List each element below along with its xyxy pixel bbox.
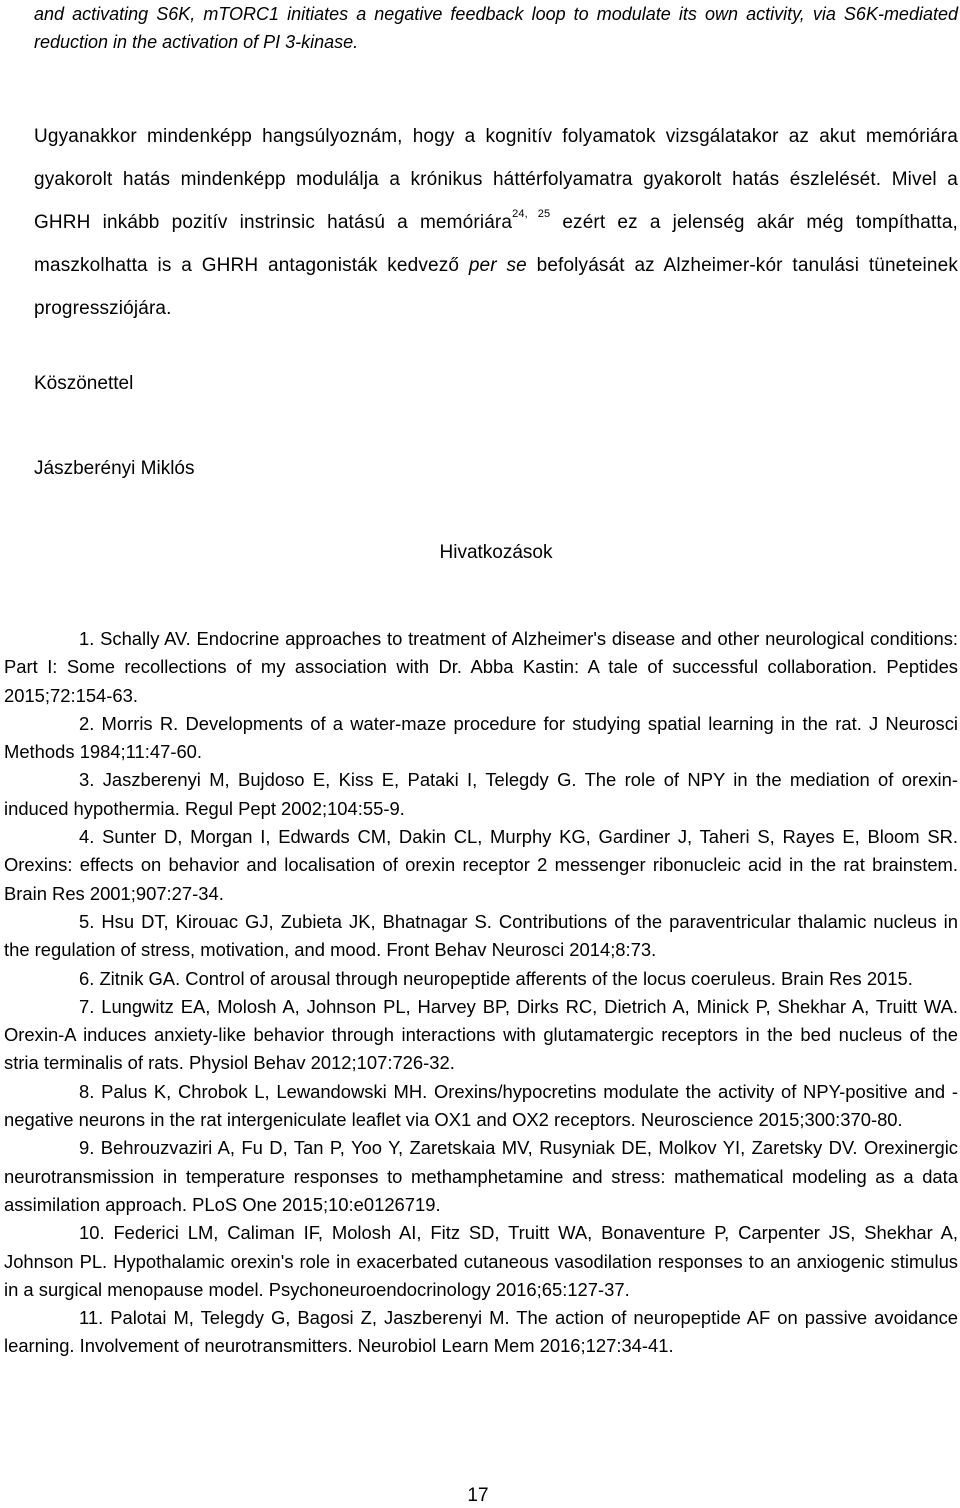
references-list: [4, 625, 958, 1361]
paragraph-text-part-2: ezért ez a jelenség akár még tompíthatta, maszkolhatta is a GHRH antagonisták kedvező: [34, 212, 958, 276]
reference-item: 5. Hsu DT, Kirouac GJ, Zubieta JK, Bhatnagar S. Contributions of the paraventricular thalamic nucleus in the regulation of stress, motivation, and mood. Front Behav Neurosci 2014;8:73.: [4, 910, 958, 961]
italic-continuation-text: and activating S6K, mTORC1 initiates a negative feedback loop to modulate its own activity, via S6K-mediated reduction in the activation of PI 3-kinase.: [34, 4, 958, 52]
reference-item: 7. Lungwitz EA, Molosh A, Johnson PL, Harvey BP, Dirks RC, Dietrich A, Minick P, Shekhar A, Truitt WA. Orexin-A induces anxiety-like behavior through interactions with glutamatergic receptors in the bed nucleus of the stria terminalis of rats. Physiol Behav 2012;107:726-32.: [4, 995, 958, 1074]
body-paragraph: [34, 115, 958, 330]
signature-name: Jászberényi Miklós: [34, 458, 195, 479]
paragraph-text-part-3: befolyását az Alzheimer-kór tanulási tüneteinek progressziójára.: [34, 255, 958, 319]
closing-text: Köszönettel: [34, 373, 134, 394]
reference-item: 11. Palotai M, Telegdy G, Bagosi Z, Jaszberenyi M. The action of neuropeptide AF on passive avoidance learning. Involvement of neurotransmitters. Neurobiol Learn Mem 2016;127:34-41.: [4, 1307, 958, 1357]
paragraph-text-part-1: Ugyanakkor mindenképp hangsúlyoznám, hogy a kognitív folyamatok vizsgálatakor az akut memóriára gyakorolt hatás mindenképp modulálja a krónikus háttérfolyamatra gyakorolt hatás észlelését. Mivel a GHRH inkább pozitív instrinsic hatású a memóriára: [34, 126, 958, 233]
reference-item: 1. Schally AV. Endocrine approaches to treatment of Alzheimer's disease and other neurological conditions: Part I: Some recollections of my association with Dr. Abba Kastin: A tale of successful collaboration. Peptides 2015;72:154-63.: [4, 628, 958, 706]
reference-item: 4. Sunter D, Morgan I, Edwards CM, Dakin CL, Murphy KG, Gardiner J, Taheri S, Rayes E, Bloom SR. Orexins: effects on behavior and localisation of orexin receptor 2 messenger ribonucleic acid in the rat brainstem. Brain Res 2001;907:27-34.: [4, 826, 958, 904]
reference-item: 3. Jaszberenyi M, Bujdoso E, Kiss E, Pataki I, Telegdy G. The role of NPY in the mediation of orexin-induced hypothermia. Regul Pept 2002;104:55-9.: [4, 769, 958, 819]
reference-item: 8. Palus K, Chrobok L, Lewandowski MH. Orexins/hypocretins modulate the activity of NPY-positive and -negative neurons in the rat intergeniculate leaflet via OX1 and OX2 receptors. Neuroscience 2015;300:370-80.: [4, 1080, 958, 1131]
references-heading: Hivatkozások: [439, 542, 553, 563]
reference-item: 2. Morris R. Developments of a water-maze procedure for studying spatial learning in the rat. J Neurosci Methods 1984;11:47-60.: [4, 712, 958, 763]
reference-item: 10. Federici LM, Caliman IF, Molosh AI, Fitz SD, Truitt WA, Bonaventure P, Carpenter JS, Shekhar A, Johnson PL. Hypothalamic orexin's role in exacerbated cutaneous vasodilation responses to an anxiogenic stimulus in a surgical menopause model. Psychoneuroendocrinology 2016;65:127-37.: [4, 1222, 958, 1300]
reference-item: 6. Zitnik GA. Control of arousal through neuropeptide afferents of the locus coeruleus. Brain Res 2015.: [79, 967, 913, 989]
paragraph-italic-phrase: per se: [468, 255, 527, 276]
reference-item: 9. Behrouzvaziri A, Fu D, Tan P, Yoo Y, Zaretskaia MV, Rusyniak DE, Molkov YI, Zaretsky DV. Orexinergic neurotransmission in temperature responses to methamphetamine and stress: mathematical modeling as a data assimilation approach. PLoS One 2015;10:e0126719.: [4, 1137, 958, 1215]
citation-superscript: 24, 25: [512, 208, 551, 220]
page-number: 17: [467, 1485, 489, 1506]
